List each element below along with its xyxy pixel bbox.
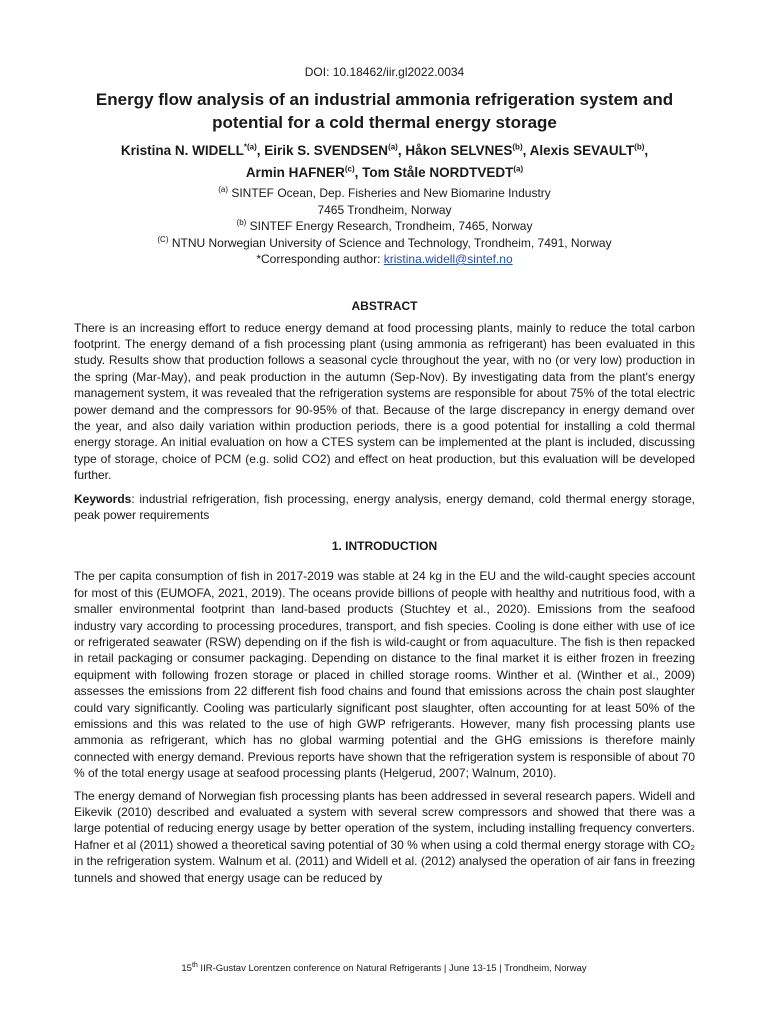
- affiliation-b: [74, 218, 695, 235]
- author-separator: ,: [644, 143, 649, 158]
- affiliation-mark: (C): [157, 234, 169, 244]
- author-affiliation-mark: (b): [512, 142, 523, 152]
- page-footer: [0, 962, 768, 975]
- authors-line-2: [74, 163, 695, 182]
- author-affiliation-mark: (b): [634, 142, 645, 152]
- footer-number: 15: [181, 963, 192, 974]
- author-separator: ,: [522, 143, 530, 158]
- affiliation-text: SINTEF Ocean, Dep. Fisheries and New Biomarine Industry: [227, 186, 551, 200]
- author-affiliation-mark: (c): [344, 164, 355, 174]
- author-separator: ,: [397, 143, 406, 158]
- introduction-heading: 1. INTRODUCTION: [331, 539, 438, 554]
- paper-page: [74, 64, 695, 886]
- keywords-label: Keywords: [74, 491, 132, 506]
- introduction-paragraph-2: The energy demand of Norwegian fish processing plants has been addressed in several research papers. Widell and Eikevik (2010) described and evaluated a system with several screw compressors and showed that there was a large potential of reducing energy usage by better operation of the system, including installing frequency converters. Hafner et al (2011) showed a theoretical saving potential of 30 % when using a cold thermal energy storage with CO₂ in the refrigeration system. Walnum et al. (2011) and Widell et al. (2012) analysed the operation of air fans in freezing tunnels and showed that energy usage can be reduced by: [74, 788, 695, 885]
- affiliation-c: [74, 235, 695, 252]
- footer-ordinal: th: [191, 961, 198, 969]
- introduction-paragraph-1: The per capita consumption of fish in 2017-2019 was stable at 24 kg in the EU and the wild-caught species account for most of this (EUMOFA, 2021, 2019). The oceans provide billions of people with healthy and nutritious food, with a smaller environmental footprint than land-based products (Stuchtey et al., 2020). Emissions from the seafood industry vary according to processing procedures, transport, and fish species. Cooling is done either with use of ice or refrigerated seawater (RSW) depending on if the fish is wild-caught or from aquaculture. The fish is then repacked in retail packaging or consumer packaging. Depending on distance to the final market it is either frozen in freezing equipment with following frozen storage or placed in chilled storage rooms. Winther et al. (Winther et al., 2009) assesses the emissions from 22 different fish food chains and found that emissions across the chain post slaughter could vary significantly. Cooling was particularly significant post slaughter, often accounting for at least 50% of the emissions and this was related to the use of high GWP refrigerants. However, many fish processing plants use ammonia as refrigerant, which has no global warming potential and the GHG emissions is therefore mainly connected with energy demand. Previous reports have shown that the refrigeration system is responsible of about 70 % of the total energy usage at seafood processing plants (Helgerud, 2007; Walnum, 2010).: [74, 569, 695, 781]
- author-name: Håkon SELVNES: [405, 143, 513, 158]
- affiliation-mark: (b): [236, 218, 247, 227]
- affiliation-a: [74, 185, 695, 202]
- author-name: Kristina N. WIDELL: [120, 143, 244, 158]
- author-name: Armin HAFNER: [245, 165, 345, 180]
- footer-text: IIR-Gustav Lorentzen conference on Natural Refrigerants | June 13-15 | Trondheim, Norway: [197, 963, 587, 974]
- author-separator: ,: [256, 143, 265, 158]
- author-separator: ,: [354, 165, 363, 180]
- author-affiliation-mark: *(a): [243, 142, 257, 152]
- author-name: Eirik S. SVENDSEN: [264, 143, 389, 158]
- keywords: [74, 491, 695, 524]
- corresponding-author-label: *Corresponding author:: [256, 252, 384, 266]
- abstract-heading: ABSTRACT: [351, 298, 418, 313]
- author-affiliation-mark: (a): [388, 142, 398, 152]
- affiliation-a-city: 7465 Trondheim, Norway: [317, 202, 452, 217]
- author-affiliation-mark: (a): [513, 164, 524, 174]
- corresponding-email-link[interactable]: kristina.widell@sintef.no: [383, 252, 513, 266]
- corresponding-author: [74, 251, 695, 268]
- abstract-text: There is an increasing effort to reduce energy demand at food processing plants, mainly to reduce the total carbon footprint. The energy demand of a fish processing plant (using ammonia as refrigerant) has been evaluated in this study. Results show that production follows a seasonal cycle throughout the year, with no (or very low) production in the spring (Mar-May), and peak production in the autumn (Sep-Nov). By investigating data from the plant's energy management system, it was revealed that the refrigeration systems are responsible for about 75% of the total electric power demand and the compressors for 90-95% of that. Because of the large discrepancy in energy demand over the year, and also daily variation within production periods, there is a good potential for installing a cold thermal energy storage. An initial evaluation on how a CTES system can be implemented at the plant is included, discussing type of storage, choice of PCM (e.g. solid CO2) and effect on heat production, but this evaluation will be developed further.: [74, 320, 695, 483]
- paper-title: Energy flow analysis of an industrial ammonia refrigeration system and potential for a cold thermal energy storage: [95, 90, 674, 132]
- affiliation-text: NTNU Norwegian University of Science and Technology, Trondheim, 7491, Norway: [168, 235, 612, 250]
- affiliation-mark: (a): [218, 185, 228, 194]
- keywords-text: : industrial refrigeration, fish processing, energy analysis, energy demand, cold thermal energy storage, peak power requirements: [74, 491, 695, 522]
- author-name: Alexis SEVAULT: [529, 143, 635, 158]
- authors-line-1: [74, 141, 695, 160]
- author-name: Tom Ståle NORDTVEDT: [362, 165, 514, 180]
- affiliation-text: SINTEF Energy Research, Trondheim, 7465, Norway: [246, 219, 533, 233]
- doi: DOI: 10.18462/iir.gl2022.0034: [304, 65, 465, 79]
